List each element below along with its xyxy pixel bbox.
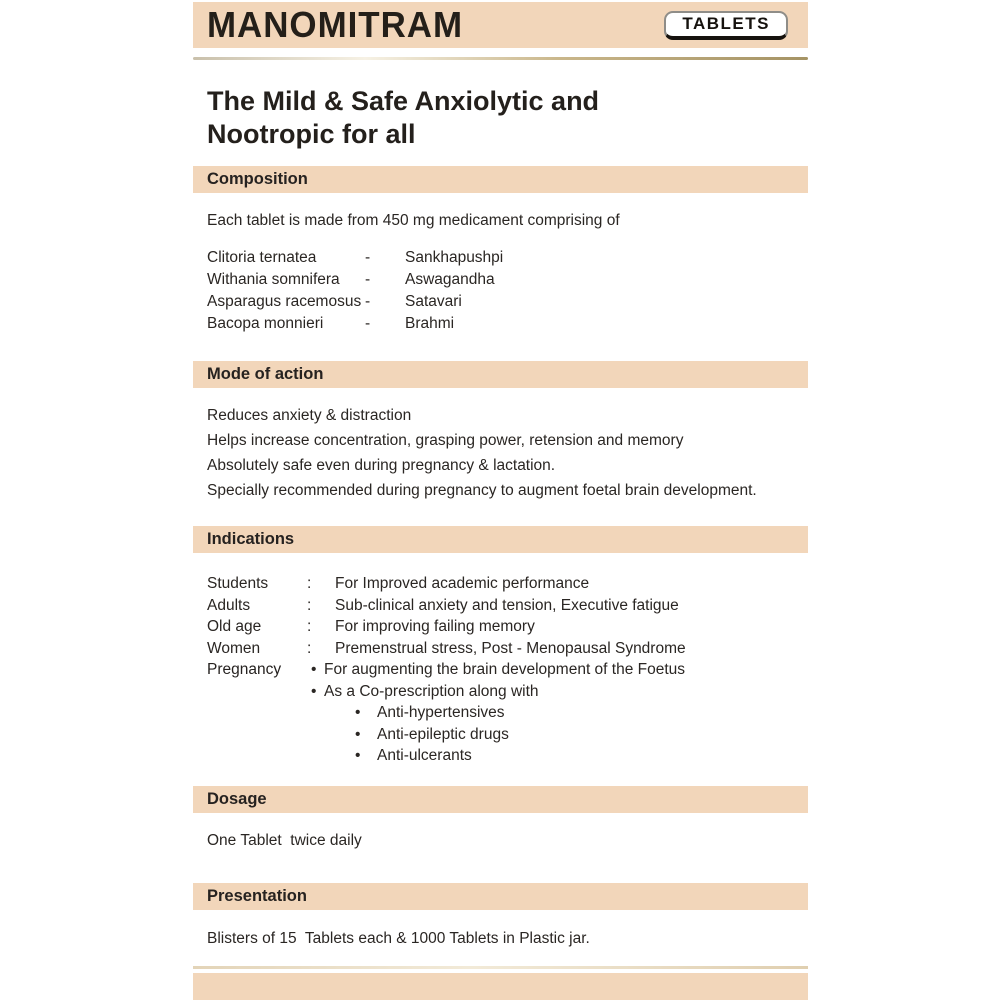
indication-text: For Improved academic performance <box>335 575 590 592</box>
mode-point: Helps increase concentration, grasping power, retension and memory <box>207 432 684 449</box>
indication-text: Sub-clinical anxiety and tension, Executive fatigue <box>335 596 679 614</box>
bullet-icon: • <box>311 682 317 700</box>
indication-text: For improving failing memory <box>335 618 535 635</box>
indication-row <box>207 573 808 595</box>
pregnancy-bullet-list <box>307 659 808 767</box>
ingredient-common: Satavari <box>405 293 462 310</box>
ingredient-separator: - <box>365 315 371 332</box>
table-row <box>207 313 808 335</box>
bullet-text: Anti-ulcerants <box>377 747 472 764</box>
indication-group: Women <box>207 639 261 657</box>
ingredient-separator: - <box>365 249 371 266</box>
indication-row <box>207 638 808 660</box>
mode-point: Absolutely safe even during pregnancy & lactation. <box>207 457 556 474</box>
bullet-icon: • <box>355 704 361 721</box>
section-heading-mode-of-action: Mode of action <box>193 361 808 388</box>
section-heading-dosage: Dosage <box>193 786 808 813</box>
indication-row-pregnancy <box>207 659 808 767</box>
bullet-icon: • <box>355 725 361 743</box>
bullet-text: For augmenting the brain development of the Foetus <box>324 661 686 678</box>
mode-point: Reduces anxiety & distraction <box>207 407 412 424</box>
tablets-badge: TABLETS <box>664 11 788 40</box>
indication-separator: : <box>307 639 312 657</box>
bullet-icon: • <box>311 661 317 678</box>
mode-point: Specially recommended during pregnancy to augment foetal brain development. <box>207 482 757 499</box>
ingredient-botanical: Bacopa monnieri <box>207 315 324 332</box>
indication-group: Students <box>207 575 269 592</box>
composition-intro: Each tablet is made from 450 mg medicament comprising of <box>207 212 620 229</box>
table-row <box>207 247 808 269</box>
document <box>193 0 808 1000</box>
composition-table <box>207 247 808 335</box>
list-item <box>307 681 808 703</box>
section-heading-presentation: Presentation <box>193 883 808 910</box>
indication-group: Old age <box>207 618 262 635</box>
ingredient-common: Brahmi <box>405 315 455 332</box>
mode-of-action-list <box>207 403 808 503</box>
list-item <box>307 659 808 681</box>
bullet-text: Anti-epileptic drugs <box>377 725 509 743</box>
list-item <box>307 745 808 767</box>
ingredient-common: Aswagandha <box>405 271 495 288</box>
indication-separator: : <box>307 575 312 592</box>
ingredient-botanical: Asparagus racemosus <box>207 293 362 310</box>
bullet-icon: • <box>355 747 361 764</box>
footer-divider-rule <box>193 966 808 969</box>
brand-title: MANOMITRAM <box>207 4 464 45</box>
indication-text: Premenstrual stress, Post - Menopausal Syndrome <box>335 639 686 657</box>
footer-bar <box>193 973 808 1000</box>
ingredient-botanical: Withania somnifera <box>207 271 340 288</box>
table-row <box>207 269 808 291</box>
dosage-text: One Tablet twice daily <box>207 831 362 849</box>
ingredient-separator: - <box>365 293 371 310</box>
header-divider-rule <box>193 57 808 60</box>
indication-group: Pregnancy <box>207 661 282 678</box>
section-heading-indications: Indications <box>193 526 808 553</box>
indications-table <box>207 573 808 767</box>
section-heading-composition: Composition <box>193 166 808 193</box>
ingredient-common: Sankhapushpi <box>405 249 504 266</box>
table-row <box>207 291 808 313</box>
ingredient-botanical: Clitoria ternatea <box>207 249 317 266</box>
list-item <box>307 724 808 746</box>
presentation-text: Blisters of 15 Tablets each & 1000 Tablets in Plastic jar. <box>207 929 590 947</box>
bullet-text: As a Co-prescription along with <box>324 682 539 700</box>
indication-separator: : <box>307 618 312 635</box>
tagline: The Mild & Safe Anxiolytic and Nootropic for all <box>207 86 600 149</box>
indication-group: Adults <box>207 596 251 614</box>
indication-separator: : <box>307 596 312 614</box>
header-banner <box>193 2 808 48</box>
bullet-text: Anti-hypertensives <box>377 704 505 721</box>
list-item <box>307 702 808 724</box>
indication-row <box>207 595 808 617</box>
indication-row <box>207 616 808 638</box>
ingredient-separator: - <box>365 271 371 288</box>
